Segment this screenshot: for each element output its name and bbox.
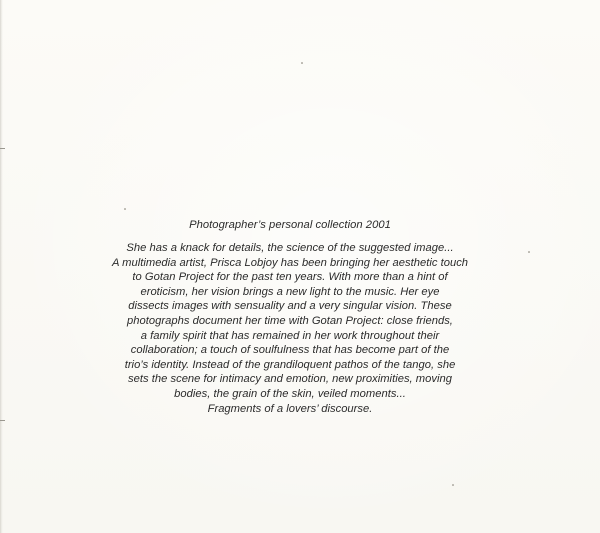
body-line: She has a knack for details, the science of the suggested image... xyxy=(126,242,454,254)
paper-speck xyxy=(124,208,126,210)
binding-mark xyxy=(0,148,5,149)
body-line: Fragments of a lovers’ discourse. xyxy=(207,402,373,415)
body-line: sets the scene for intimacy and emotion, new proximities, moving xyxy=(128,373,452,386)
body-line: trio’s identity. Instead of the grandiloquent pathos of the tango, she xyxy=(124,358,456,371)
body-line: to Gotan Project for the past ten years. With more than a hint of xyxy=(132,271,448,284)
body-line: bodies, the grain of the skin, veiled moments... xyxy=(174,387,406,400)
binding-mark xyxy=(0,420,5,421)
paper-speck xyxy=(452,484,454,486)
body-line: photographs document her time with Gotan Project: close friends, xyxy=(127,314,453,327)
body-paragraph xyxy=(0,241,580,416)
collection-heading: Photographer’s personal collection 2001 xyxy=(189,219,391,231)
body-line: eroticism, her vision brings a new light to the music. Her eye xyxy=(140,285,440,298)
body-line: collaboration; a touch of soulfulness that has become part of the xyxy=(130,344,450,357)
body-line: a family spirit that has remained in her work throughout their xyxy=(140,329,440,342)
body-line: A multimedia artist, Prisca Lobjoy has been bringing her aesthetic touch xyxy=(111,256,469,269)
body-line: dissects images with sensuality and a very singular vision. These xyxy=(128,300,452,313)
paper-speck xyxy=(301,62,303,64)
